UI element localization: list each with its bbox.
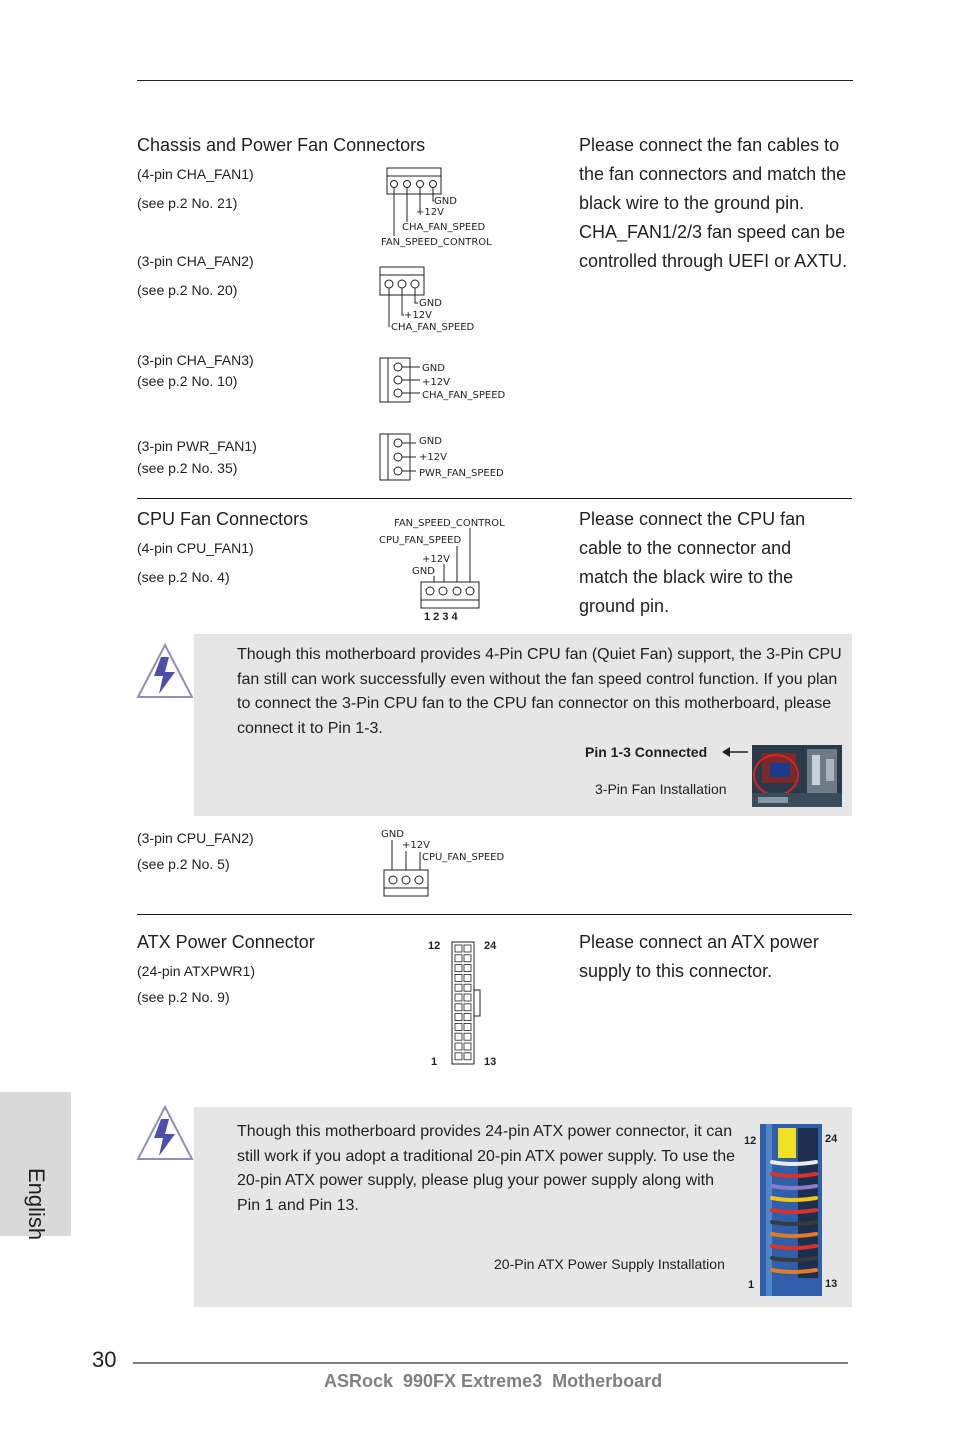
atx-installation-photo bbox=[742, 1122, 848, 1300]
cha-fan1-pin-gnd: GND bbox=[434, 196, 457, 207]
warning-icon bbox=[135, 642, 195, 700]
cha-fan1-pin-12v: +12V bbox=[416, 207, 444, 218]
footer-title: ASRock 990FX Extreme3 Motherboard bbox=[324, 1371, 663, 1391]
cpu-fan1-pin-diagram bbox=[376, 512, 516, 624]
cpu-fan1-ref: (see p.2 No. 4) bbox=[137, 569, 230, 585]
cpu-description: Please connect the CPU fan cable to the connector and match the black wire to the ground pin. bbox=[579, 509, 806, 616]
cha-fan3-name: (3-pin CHA_FAN3) bbox=[137, 352, 254, 368]
page-number: 30 bbox=[92, 1347, 117, 1372]
cpu-fan1-pin-numbers: 1 2 3 4 bbox=[424, 611, 458, 623]
atx-24pin-diagram bbox=[420, 936, 510, 1070]
atx-section-title: ATX Power Connector bbox=[137, 932, 315, 952]
pwr-fan1-pin-gnd: GND bbox=[419, 436, 442, 447]
cpu-fan1-name: (4-pin CPU_FAN1) bbox=[137, 540, 254, 556]
atx-ref: (see p.2 No. 9) bbox=[137, 989, 230, 1005]
atx-photo-pin-1: 1 bbox=[748, 1279, 755, 1291]
cha-fan3-pin-gnd: GND bbox=[422, 363, 445, 374]
cha-fan3-pin-speed: CHA_FAN_SPEED bbox=[422, 390, 506, 401]
cpu-fan2-pin-12v: +12V bbox=[402, 840, 430, 851]
cha-fan2-name: (3-pin CHA_FAN2) bbox=[137, 253, 254, 269]
cha-fan2-pin-diagram bbox=[376, 263, 496, 335]
cha-fan3-pin-12v: +12V bbox=[422, 377, 450, 388]
pwr-fan1-pin-speed: PWR_FAN_SPEED bbox=[419, 468, 504, 479]
cpu-fan1-pin-control: FAN_SPEED_CONTROL bbox=[394, 518, 505, 529]
atx-install-caption: 20-Pin ATX Power Supply Installation bbox=[494, 1256, 725, 1272]
cpu-section-title: CPU Fan Connectors bbox=[137, 509, 309, 529]
divider-1 bbox=[137, 498, 852, 499]
cha-fan1-pin-control: FAN_SPEED_CONTROL bbox=[381, 237, 492, 248]
cpu-fan2-pin-diagram bbox=[376, 826, 516, 900]
atx-pin-24: 24 bbox=[484, 940, 497, 952]
cha-fan1-pin-diagram bbox=[376, 164, 506, 250]
cpu-fan2-pin-speed: CPU_FAN_SPEED bbox=[422, 852, 505, 863]
pin-1-3-callout: Pin 1-3 Connected bbox=[585, 744, 708, 760]
footer-rule bbox=[133, 1362, 848, 1364]
atx-pin-12: 12 bbox=[428, 940, 441, 952]
atx-pin-1: 1 bbox=[431, 1056, 438, 1068]
cha-fan1-pin-speed: CHA_FAN_SPEED bbox=[402, 222, 486, 233]
atx-photo-pin-13: 13 bbox=[825, 1278, 838, 1290]
cpu-fan2-pin-gnd: GND bbox=[381, 829, 404, 840]
fan-install-caption: 3-Pin Fan Installation bbox=[595, 781, 727, 797]
atx-note-text: Though this motherboard provides 24-pin ATX power connector, it can still work if you adopt a traditional 20-pin ATX power supply. To use the 20-pin ATX power supply, please plug your power supply along with Pin 1 and Pin 13. bbox=[237, 1123, 736, 1214]
chassis-section-title: Chassis and Power Fan Connectors bbox=[137, 135, 426, 155]
warning-icon bbox=[135, 1104, 195, 1162]
cha-fan2-pin-12v: +12V bbox=[404, 310, 432, 321]
cpu-fan1-pin-gnd: GND bbox=[412, 566, 435, 577]
atx-photo-pin-24: 24 bbox=[825, 1133, 838, 1145]
atx-pin-13: 13 bbox=[484, 1056, 497, 1068]
pwr-fan1-ref: (see p.2 No. 35) bbox=[137, 460, 238, 476]
fan-installation-photo bbox=[752, 745, 842, 807]
cha-fan3-ref: (see p.2 No. 10) bbox=[137, 373, 238, 389]
pwr-fan1-pin-12v: +12V bbox=[419, 452, 447, 463]
cpu-fan1-pin-speed: CPU_FAN_SPEED bbox=[379, 535, 462, 546]
atx-name: (24-pin ATXPWR1) bbox=[137, 963, 255, 979]
pwr-fan1-name: (3-pin PWR_FAN1) bbox=[137, 438, 257, 454]
atx-description: Please connect an ATX power supply to this connector. bbox=[579, 932, 819, 981]
cha-fan2-pin-speed: CHA_FAN_SPEED bbox=[391, 322, 475, 333]
cha-fan2-ref: (see p.2 No. 20) bbox=[137, 282, 238, 298]
cpu-note-text: Though this motherboard provides 4-Pin CPU fan (Quiet Fan) support, the 3-Pin CPU fan still can work successfully even without the fan speed control function. If you plan to connect the 3-Pin CPU fan to the CPU fan connector on this motherboard, please connect it to Pin 1-3. bbox=[237, 646, 842, 737]
cpu-fan2-ref: (see p.2 No. 5) bbox=[137, 856, 230, 872]
cpu-fan2-name: (3-pin CPU_FAN2) bbox=[137, 830, 254, 846]
divider-2 bbox=[137, 914, 852, 915]
cha-fan1-name: (4-pin CHA_FAN1) bbox=[137, 166, 254, 182]
top-rule bbox=[137, 80, 853, 81]
cpu-fan1-pin-12v: +12V bbox=[422, 554, 450, 565]
arrow-left-icon bbox=[720, 745, 750, 759]
pwr-fan1-pin-diagram bbox=[376, 428, 516, 484]
cha-fan1-ref: (see p.2 No. 21) bbox=[137, 195, 238, 211]
chassis-description: Please connect the fan cables to the fan connectors and match the black wire to the ground pin. CHA_FAN1/2/3 fan speed can be controlled through UEFI or AXTU. bbox=[579, 135, 848, 271]
cha-fan3-pin-diagram bbox=[376, 354, 516, 406]
atx-photo-pin-12: 12 bbox=[744, 1135, 757, 1147]
cha-fan2-pin-gnd: GND bbox=[419, 298, 442, 309]
